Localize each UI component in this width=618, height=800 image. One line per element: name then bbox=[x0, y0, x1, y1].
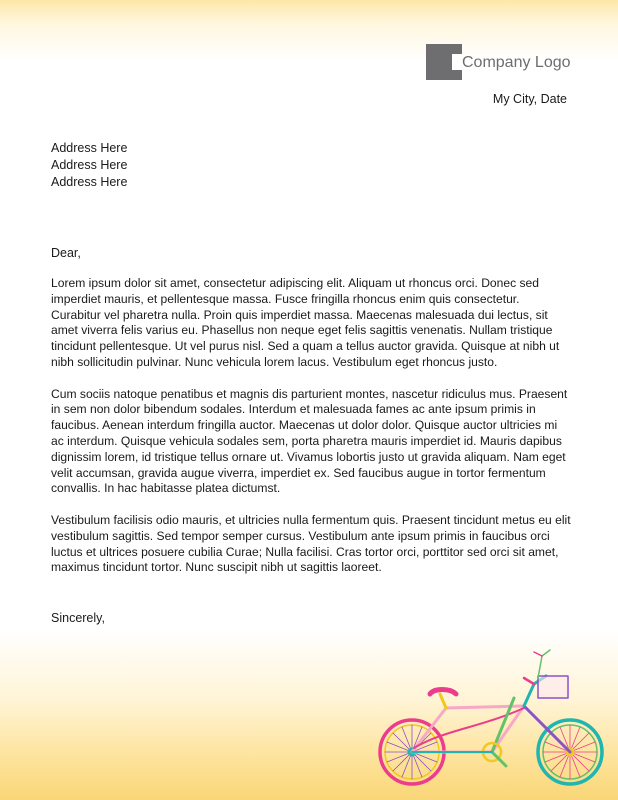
recipient-address bbox=[51, 140, 127, 191]
logo-mark-notch bbox=[452, 54, 462, 70]
city-date: My City, Date bbox=[492, 92, 567, 106]
body-paragraph: Vestibulum facilisis odio mauris, et ultricies nulla fermentum quis. Praesent tincidunt metus eu elit vestibulum sagittis. Sed tempor semper cursus. Vestibulum ante ipsum primis in faucibus orci luctus et ultrices posuere cubilia Curae; Nulla facilisi. Cras tortor orci, porttitor sed orci sit amet, maximus tincidunt tortor. Nunc suscipit nibh ut sagittis laoreet. bbox=[51, 512, 571, 575]
body-paragraph: Lorem ipsum dolor sit amet, consectetur adipiscing elit. Aliquam ut rhoncus orci. Donec sed imperdiet mauris, et pellentesque massa. Fusce fringilla rhoncus enim quis consectetur. Curabitur vel pharetra nulla. Proin quis imperdiet massa. Maecenas malesuada dui lectus, sit amet viverra felis varius eu. Phasellus non neque eget felis sagittis venenatis. Nullam tristique tincidunt pellentesque. Ut vel purus nisl. Sed a quam a tellus auctor gravida. Quisque at nibh ut nibh sollicitudin pulvinar. Nunc vehicula lorem lacus. Vestibulum eget rhoncus justo. bbox=[51, 276, 560, 369]
body-paragraph: Cum sociis natoque penatibus et magnis dis parturient montes, nascetur ridiculus mus. Praesent in sem non dolor bibendum sodales. Interdum et malesuada fames ac ante ipsum primis in faucibus. Aenean interdum fringilla auctor. Maecenas ut dolor dolor. Quisque auctor ultricies mi ac interdum. Quisque vehicula sodales sem, porta pharetra mauris imperdiet id. Mauris dapibus dignissim lorem, id tristique tellus ornare ut. Vivamus lobortis justo ut gravida aliquam. Nam eget velit accumsan, gravida augue viverra, imperdiet ex. Sed faucibus augue in tortor fermentum convallis. In hac habitasse platea dictumst. bbox=[51, 386, 568, 496]
address-line: Address Here bbox=[51, 158, 128, 172]
logo-text: Company Logo bbox=[462, 54, 571, 71]
closing: Sincerely, bbox=[51, 611, 105, 625]
letter-body bbox=[51, 276, 571, 592]
bicycle-illustration-icon bbox=[374, 648, 610, 796]
address-line: Address Here bbox=[51, 141, 128, 155]
salutation: Dear, bbox=[51, 246, 81, 260]
address-line: Address Here bbox=[51, 175, 128, 189]
bicycle-basket bbox=[534, 650, 568, 698]
company-logo bbox=[426, 44, 596, 80]
